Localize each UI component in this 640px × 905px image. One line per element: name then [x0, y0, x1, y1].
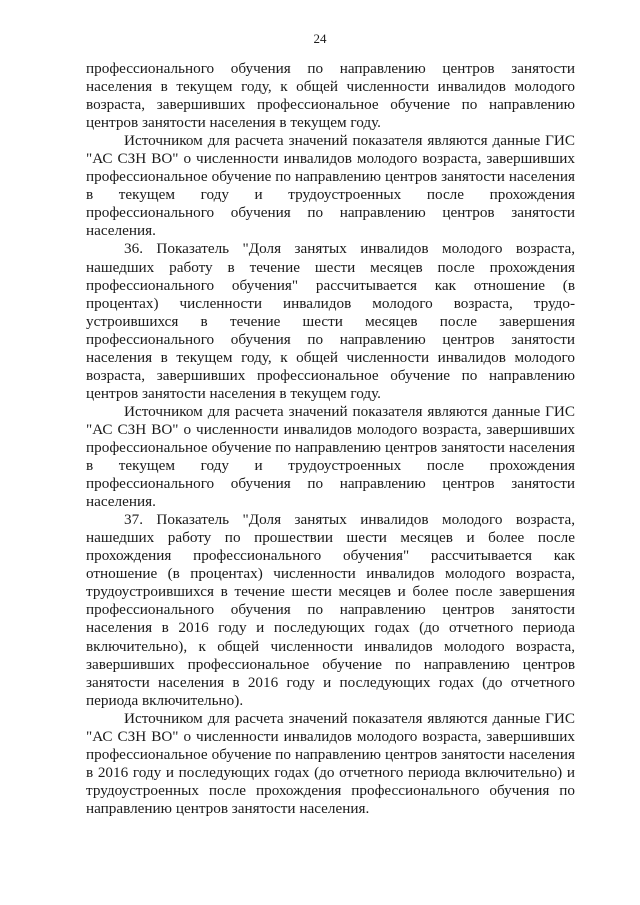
paragraph-indicator-36: 36. Показатель "Доля занятых инвалидов молодого возраста, нашедших работу в течение шести месяцев после прохождения профессионального обучения" рассчитывается как отношение (в процентах) численности инвалидов молодого возраста, трудо-устроившихся в течение шести месяцев после завершения профессионального обучения по направлению центров занятости населения в текущем году, к общей численности инвалидов молодого возраста, завершивших профессиональное обучение по направлению центров занятости населения в текущем году. — [86, 240, 575, 402]
paragraph-continuation: профессионального обучения по направлению центров занятости населения в текущем году, к общей численности инвалидов молодого возраста, завершивших профессиональное обучение по направлению центров занятости населения в текущем году. — [86, 60, 575, 132]
paragraph-indicator-37: 37. Показатель "Доля занятых инвалидов молодого возраста, нашедших работу по прошествии шести месяцев и более после прохождения профессионального обучения" рассчитывается как отношение (в процентах) численности инвалидов молодого возраста, трудоустроившихся в течение шести месяцев и более после завершения профессионального обучения по направлению центров занятости населения в 2016 году и последующих годах (до отчетного периода включительно), к общей численности инвалидов молодого возраста, завершивших профессиональное обучение по направлению центров занятости населения в 2016 году и последующих годах (до отчетного периода включительно). — [86, 511, 575, 709]
page-number: 24 — [313, 31, 327, 46]
paragraph-source-37: Источником для расчета значений показателя являются данные ГИС "АС СЗН ВО" о численности инвалидов молодого возраста, завершивших профессиональное обучение по направлению центров занятости населения в 2016 году и последующих годах (до отчетного периода включительно) и трудоустроенных после прохождения профессионального обучения по направлению центров занятости населения. — [86, 709, 575, 817]
document-body — [86, 60, 575, 818]
paragraph-source-35: Источником для расчета значений показателя являются данные ГИС "АС СЗН ВО" о численности инвалидов молодого возраста, завершивших профессиональное обучение по направлению центров занятости населения в текущем году и трудоустроенных после прохождения профессионального обучения по направлению центров занятости населения. — [86, 132, 575, 240]
paragraph-source-36: Источником для расчета значений показателя являются данные ГИС "АС СЗН ВО" о численности инвалидов молодого возраста, завершивших профессиональное обучение по направлению центров занятости населения в текущем году и трудоустроенных после прохождения профессионального обучения по направлению центров занятости населения. — [86, 402, 575, 511]
